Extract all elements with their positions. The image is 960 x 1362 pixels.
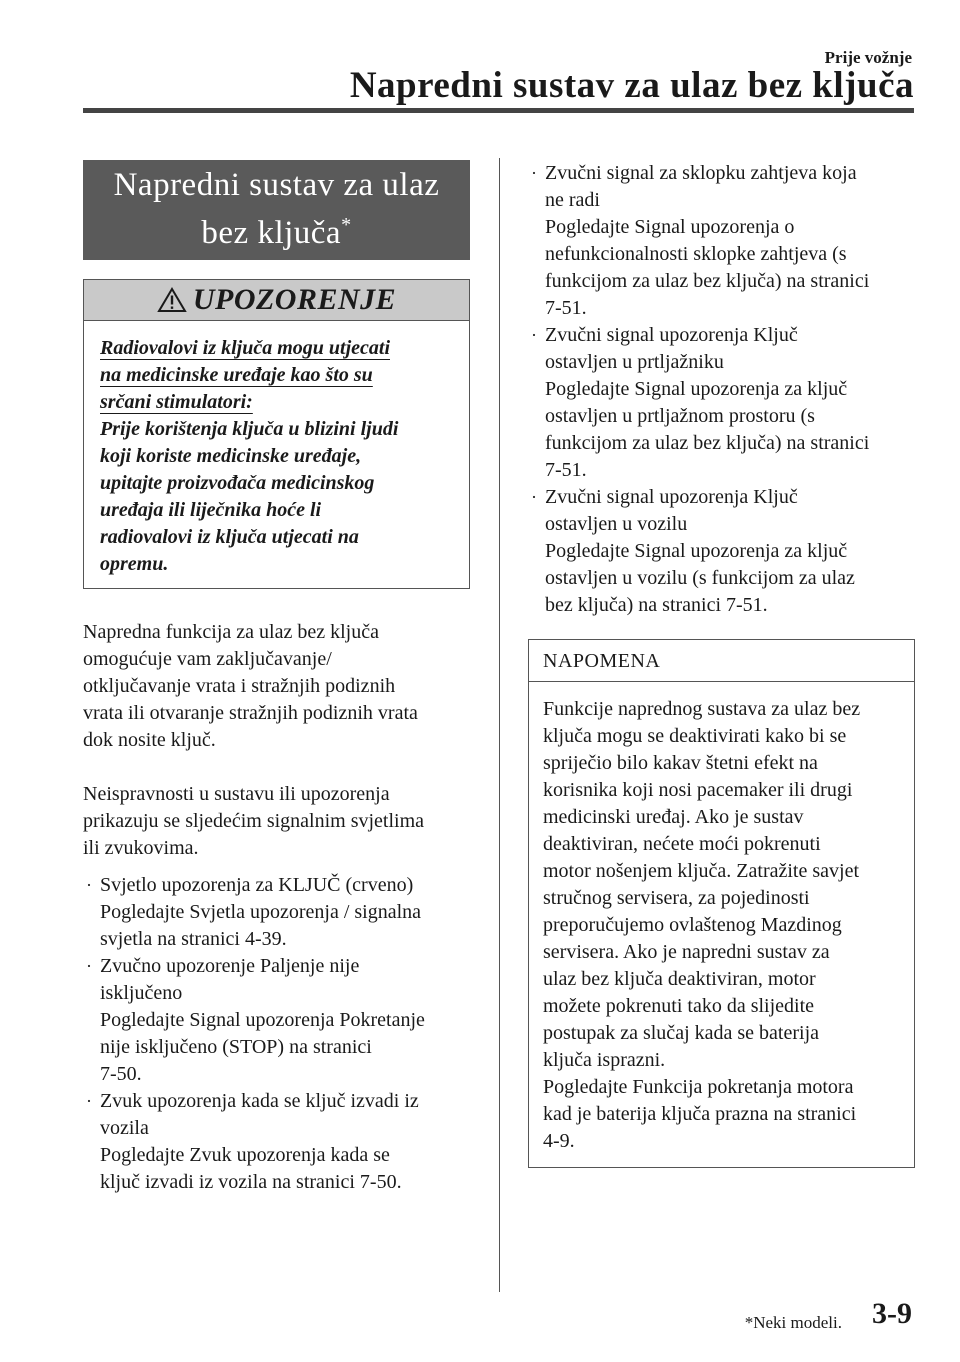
bullet-title-line: isključeno [100,982,183,1004]
list-item [528,160,915,322]
note-box [528,639,915,1168]
bullet-dot: · [86,1091,92,1111]
bullet-ref-line: Pogledajte Signal upozorenja za ključ [545,540,848,562]
note-line: korisnika koji nosi pacemaker ili drugi [543,779,853,801]
note-label: NAPOMENA [529,640,914,682]
warning-line: Prije korištenja ključa u blizini ljudi [100,418,399,440]
section-title-line1: Napredni sustav za ulaz [113,167,440,203]
bullet-dot: · [531,163,537,183]
bullet-dot: · [86,875,92,895]
page-number: 3-9 [872,1297,912,1330]
bullet-title-line: Svjetlo upozorenja za KLJUČ (crveno) [100,874,414,896]
list-item [83,1088,470,1196]
section-title-line2 [91,205,462,253]
right-bullet-list [528,160,915,619]
note-line: medicinski uređaj. Ako je sustav [543,806,804,828]
note-line: Funkcije naprednog sustava za ulaz bez [543,698,861,720]
paragraph-line: otključavanje vrata i stražnjih podiznih [83,675,396,697]
list-item [528,484,915,619]
right-column [528,160,915,1168]
bullet-ref-line: svjetla na stranici 4-39. [100,928,287,950]
bullet-ref-line: funkcijom za ulaz bez ključa) na stranici [545,432,870,454]
warning-line: radiovalovi iz ključa utjecati na [100,526,359,548]
bullet-title-line: Zvučno upozorenje Paljenje nije [100,955,360,977]
signals-paragraph [83,781,470,862]
note-line: stručnog servisera, za pojedinosti [543,887,810,909]
bullet-ref-line: 7-51. [545,459,587,481]
warning-line: opremu. [100,553,169,575]
note-line: servisera. Ako je napredni sustav za [543,941,830,963]
bullet-ref-line: ključ izvadi iz vozila na stranici 7-50. [100,1171,402,1193]
note-line: možete pokrenuti tako da slijedite [543,995,815,1017]
bullet-ref-line: Pogledajte Zvuk upozorenja kada se [100,1144,390,1166]
note-line: kad je baterija ključa prazna na stranici [543,1103,857,1125]
paragraph-line: ili zvukovima. [83,837,199,859]
bullet-dot: · [531,325,537,345]
paragraph-line: omogućuje vam zaključavanje/ [83,648,332,670]
section-title-box [83,160,470,260]
bullet-title-line: Zvučni signal upozorenja Ključ [545,324,798,346]
note-body [529,682,914,1167]
bullet-title-line: Zvuk upozorenja kada se ključ izvadi iz [100,1090,419,1112]
note-line: preporučujemo ovlaštenog Mazdinog [543,914,842,936]
footnote: *Neki modeli. [744,1313,842,1332]
intro-paragraph [83,619,470,754]
paragraph-line: prikazuju se sljedećim signalnim svjetlima [83,810,425,832]
paragraph-line: dok nosite ključ. [83,729,216,751]
bullet-title-line: ostavljen u vozilu [545,513,688,535]
warning-underlined-line: Radiovalovi iz ključa mogu utjecati [100,337,390,359]
note-line: ključa mogu se deaktivirati kako bi se [543,725,847,747]
warning-underlined-line: na medicinske uređaje kao što su [100,364,373,386]
header-rule [83,108,914,113]
warning-line: uređaja ili liječnika hoće li [100,499,322,521]
warning-line: upitajte proizvođača medicinskog [100,472,375,494]
warning-triangle-icon [157,287,187,313]
note-line: Pogledajte Funkcija pokretanja motora [543,1076,854,1098]
bullet-ref-line: nije isključeno (STOP) na stranici [100,1036,372,1058]
warning-label: UPOZORENJE [192,283,397,316]
bullet-ref-line: funkcijom za ulaz bez ključa) na stranici [545,270,870,292]
bullet-ref-line: 7-50. [100,1063,142,1085]
list-item [83,872,470,953]
bullet-dot: · [531,487,537,507]
bullet-ref-line: ostavljen u vozilu (s funkcijom za ulaz [545,567,855,589]
paragraph-line: Neispravnosti u sustavu ili upozorenja [83,783,390,805]
section-name: Prije vožnje [824,48,912,67]
bullet-title-line: ne radi [545,189,600,211]
warning-body [84,321,469,588]
list-item [528,322,915,484]
left-bullet-list [83,872,470,1196]
note-line: 4-9. [543,1130,575,1152]
bullet-ref-line: Pogledajte Signal upozorenja za ključ [545,378,848,400]
warning-header [84,280,469,321]
bullet-title-line: ostavljen u prtljažniku [545,351,724,373]
bullet-dot: · [86,956,92,976]
paragraph-line: Napredna funkcija za ulaz bez ključa [83,621,379,643]
note-line: ključa isprazni. [543,1049,666,1071]
warning-underlined-line: srčani stimulatori: [100,391,253,413]
bullet-title-line: vozila [100,1117,149,1139]
warning-box [83,279,470,589]
bullet-ref-line: Pogledajte Svjetla upozorenja / signalna [100,901,422,923]
note-line: ulaz bez ključa deaktiviran, motor [543,968,816,990]
bullet-ref-line: 7-51. [545,297,587,319]
bullet-ref-line: Pogledajte Signal upozorenja o [545,216,795,238]
bullet-ref-line: Pogledajte Signal upozorenja Pokretanje [100,1009,425,1031]
asterisk-marker: * [341,214,352,236]
bullet-title-line: Zvučni signal za sklopku zahtjeva koja [545,162,857,184]
paragraph-line: vrata ili otvaranje stražnjih podiznih vrata [83,702,418,724]
note-line: postupak za slučaj kada se baterija [543,1022,819,1044]
note-line: deaktiviran, nećete moći pokrenuti [543,833,821,855]
bullet-ref-line: ostavljen u prtljažnom prostoru (s [545,405,815,427]
column-divider [499,158,500,1292]
page-header-title: Napredni sustav za ulaz bez ključa [349,65,914,106]
warning-line: koji koriste medicinske uređaje, [100,445,362,467]
note-line: spriječio bilo kakav štetni efekt na [543,752,818,774]
bullet-title-line: Zvučni signal upozorenja Ključ [545,486,798,508]
bullet-ref-line: bez ključa) na stranici 7-51. [545,594,768,616]
left-column [83,160,470,1196]
note-line: motor nošenjem ključa. Zatražite savjet [543,860,859,882]
list-item [83,953,470,1088]
bullet-ref-line: nefunkcionalnosti sklopke zahtjeva (s [545,243,847,265]
section-title-line2-text: bez ključa [201,215,342,251]
